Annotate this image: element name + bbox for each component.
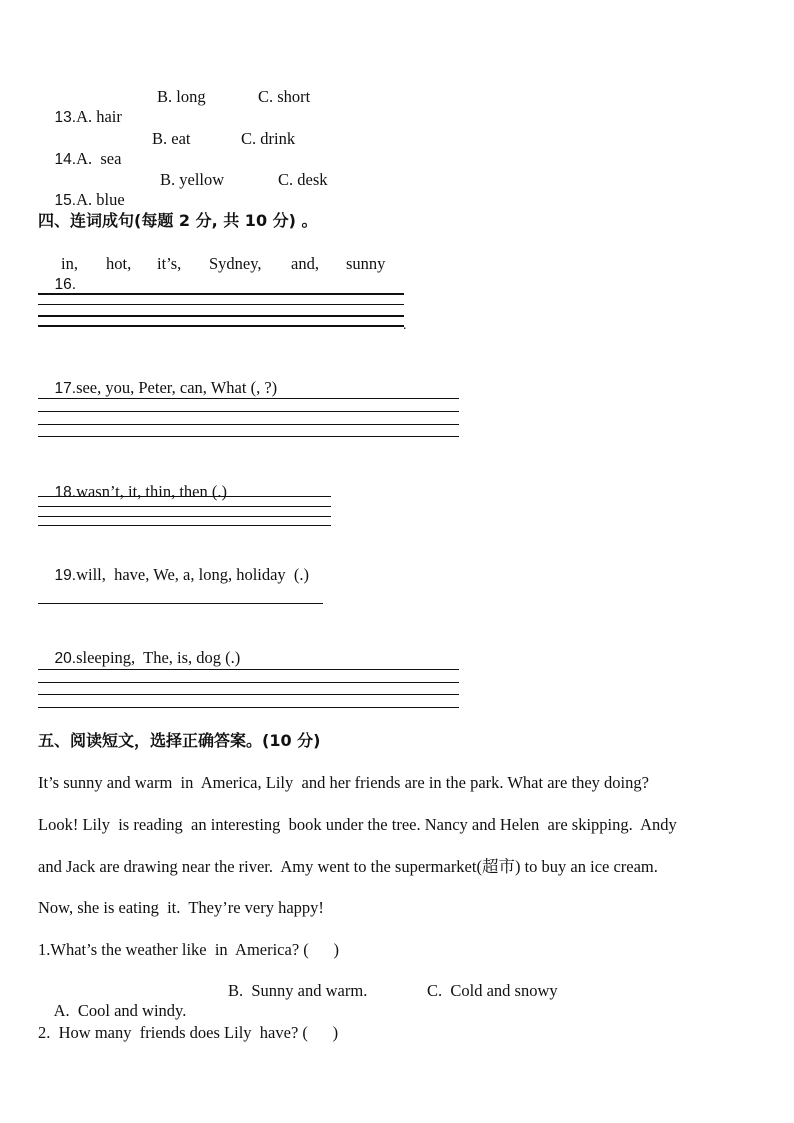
word: hot,: [106, 254, 132, 273]
question-number: 18.: [54, 484, 77, 501]
question-20: [38, 628, 240, 689]
question-number: 19.: [54, 567, 77, 584]
option-a: A. sea: [76, 149, 122, 168]
option-c: C. short: [258, 87, 311, 106]
answer-line: [38, 603, 323, 604]
question-number: 15.: [54, 192, 77, 209]
answer-line: [38, 496, 331, 497]
reading-question-1: 1.What’s the weather like in America? ( ): [38, 940, 340, 959]
answer-line: [38, 707, 459, 708]
option-c: C. Cold and snowy: [427, 981, 558, 1000]
reading-question-2: 2. How many friends does Lily have? ( ): [38, 1023, 339, 1042]
answer-line: [38, 411, 459, 412]
section-4-title: 四、连词成句(每题 2 分, 共 10 分) 。: [38, 211, 318, 230]
answer-line: [38, 304, 404, 305]
end-period: .: [403, 318, 407, 333]
question-17: [38, 358, 277, 419]
question-words: sleeping, The, is, dog (.): [76, 648, 241, 667]
passage-line: and Jack are drawing near the river. Amy went to the supermarket(超市) to buy an ice cream.: [38, 857, 658, 876]
answer-line: [38, 293, 404, 295]
question-number: 20.: [54, 650, 77, 667]
option-a: A. Cool and windy.: [53, 1001, 187, 1020]
word: in,: [61, 254, 78, 273]
option-b: B. Sunny and warm.: [228, 981, 368, 1000]
option-b: B. eat: [152, 129, 191, 148]
answer-line: [38, 525, 331, 526]
question-words: see, you, Peter, can, What (, ?): [76, 378, 278, 397]
passage-line: Look! Lily is reading an interesting book under the tree. Nancy and Helen are skipping. Andy: [38, 815, 677, 834]
answer-line: [38, 506, 331, 507]
question-number: 17.: [54, 380, 77, 397]
answer-line: [38, 694, 459, 695]
word: Sydney,: [209, 254, 262, 273]
option-c: C. drink: [241, 129, 296, 148]
question-number: 16.: [54, 276, 77, 293]
option-a: A. hair: [76, 107, 122, 126]
question-words: will, have, We, a, long, holiday (.): [76, 565, 310, 584]
answer-line: [38, 516, 331, 517]
passage-line: Now, she is eating it. They’re very happy!: [38, 898, 324, 917]
question-number: 14.: [54, 151, 77, 168]
answer-line: [38, 398, 459, 399]
answer-line: [38, 682, 459, 683]
answer-line: [38, 315, 404, 317]
option-a: A. blue: [76, 190, 125, 209]
option-b: B. long: [157, 87, 206, 106]
answer-line: [38, 436, 459, 437]
answer-line: [38, 669, 459, 670]
option-b: B. yellow: [160, 170, 225, 189]
section-5-title: 五、阅读短文，选择正确答案。(10 分): [38, 731, 321, 750]
question-19: [38, 545, 309, 606]
question-number: 13.: [54, 109, 77, 126]
question-words: wasn’t, it, thin, then (.): [76, 482, 227, 501]
word: it’s,: [157, 254, 182, 273]
answer-line: [38, 424, 459, 425]
option-c: C. desk: [278, 170, 328, 189]
question-18: [38, 462, 227, 523]
answer-line: [38, 325, 404, 327]
word: sunny: [346, 254, 386, 273]
passage-line: It’s sunny and warm in America, Lily and her friends are in the park. What are they doing?: [38, 773, 649, 792]
word: and,: [291, 254, 319, 273]
